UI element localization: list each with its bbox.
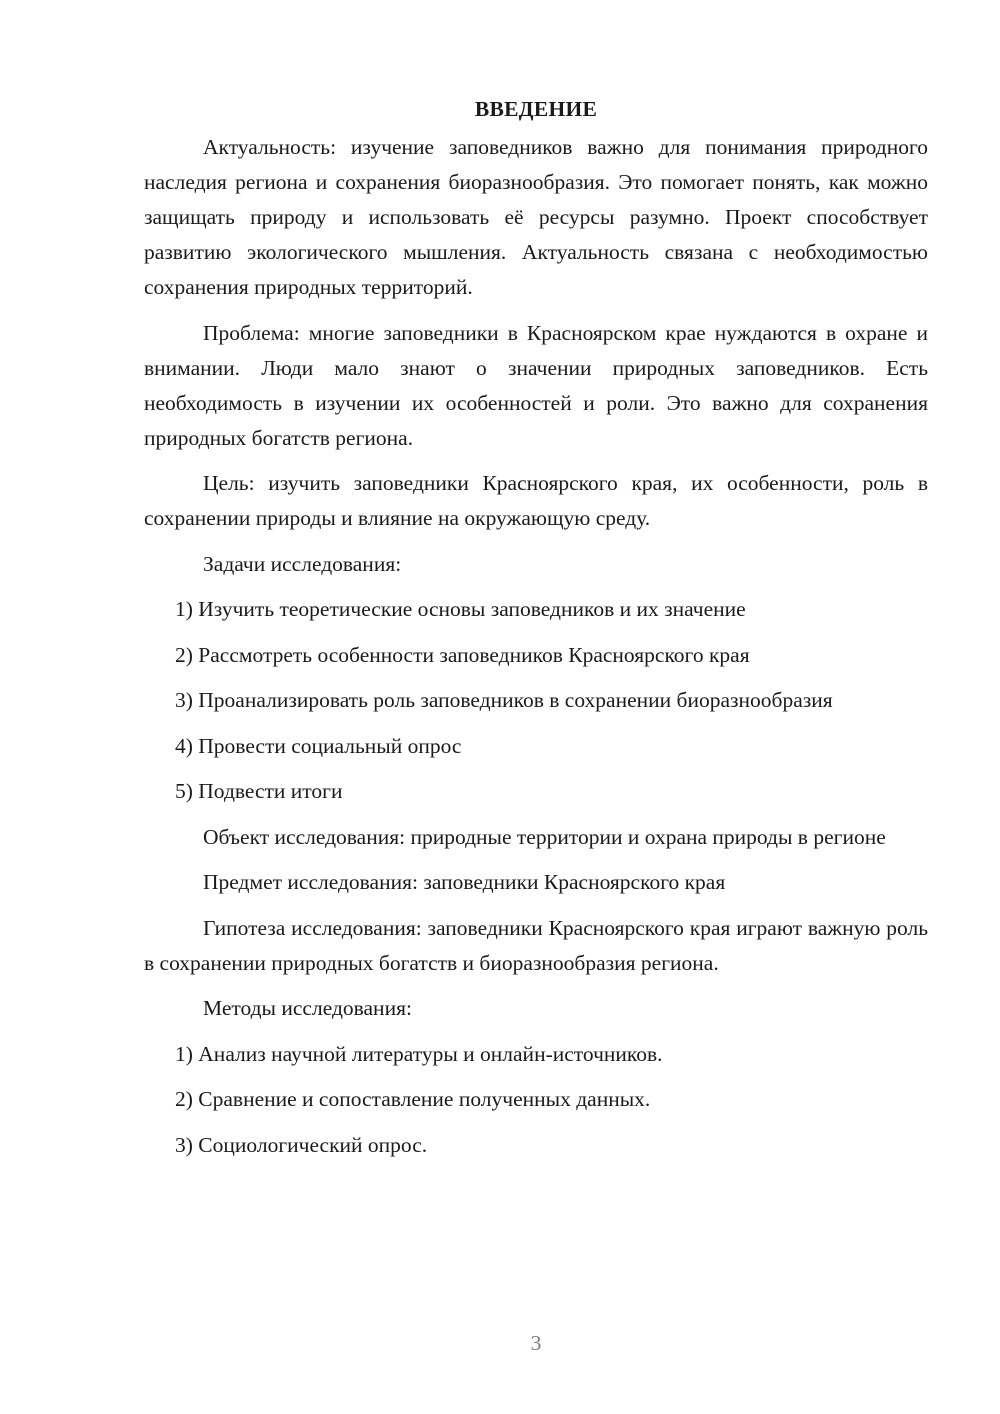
list-item: 1) Анализ научной литературы и онлайн-источников. (175, 1041, 663, 1066)
problem-paragraph: Проблема: многие заповедники в Красноярском крае нуждаются в охране и внимании. Люди мало знают о значении природных заповедников. Есть необходимость в изучении их особенностей и роли. Это важно для сохранения природных богатств региона. (144, 320, 928, 450)
list-item: 2) Сравнение и сопоставление полученных данных. (175, 1087, 651, 1111)
tasks-list (144, 592, 928, 809)
list-item: 4) Провести социальный опрос (175, 733, 462, 758)
relevance-paragraph: Актуальность: изучение заповедников важно для понимания природного наследия региона и сохранения биоразнообразия. Это помогает понять, как можно защищать природу и использовать её ресурсы разумно. Проект способствует развитию экологического мышления. Актуальность связана с необходимостью сохранения природных территорий. (144, 135, 928, 299)
list-item: 5) Подвести итоги (175, 779, 343, 803)
hypothesis-paragraph: Гипотеза исследования: заповедники Красноярского края играют важную роль в сохранении природных богатств и биоразнообразия региона. (144, 915, 928, 975)
methods-list (144, 1037, 928, 1163)
methods-heading: Методы исследования: (203, 996, 412, 1020)
list-item: 1) Изучить теоретические основы заповедников и их значение (175, 597, 746, 621)
list-item: 3) Проанализировать роль заповедников в сохранении биоразнообразия (175, 688, 833, 712)
list-item: 2) Рассмотреть особенности заповедников Красноярского края (175, 642, 750, 667)
tasks-heading: Задачи исследования: (203, 551, 402, 576)
subject-paragraph: Предмет исследования: заповедники Красноярского края (203, 870, 726, 894)
page-number: 3 (530, 1331, 542, 1355)
goal-paragraph: Цель: изучить заповедники Красноярского края, их особенности, роль в сохранении природы и влияние на окружающую среду. (144, 471, 928, 530)
object-paragraph: Объект исследования: природные территории и охрана природы в регионе (203, 824, 886, 849)
document-page (144, 92, 928, 1173)
section-title: ВВЕДЕНИЕ (474, 97, 598, 121)
list-item: 3) Социологический опрос. (175, 1132, 428, 1157)
